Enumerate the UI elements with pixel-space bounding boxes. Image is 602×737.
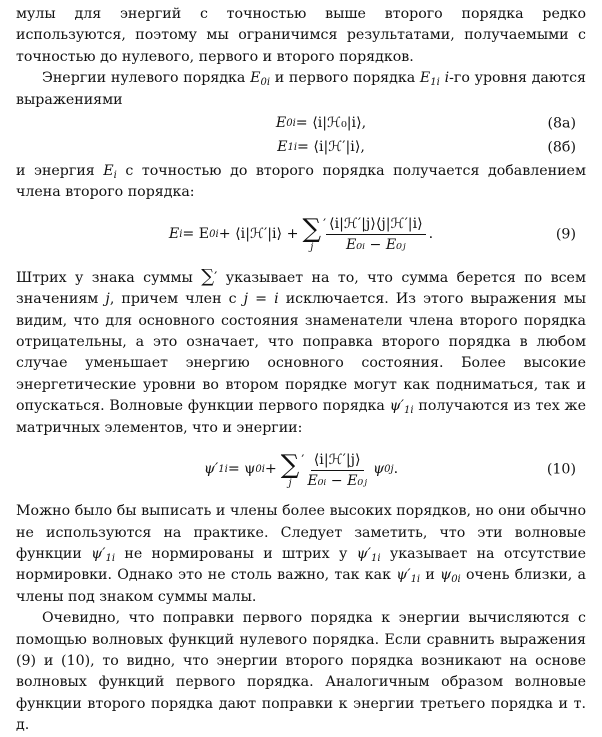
equation-number: (8a) (547, 115, 576, 132)
fraction: $\frac{\text{⟨i|ℋ′|j⟩⟨j|ℋ′|i⟩}}{\text{E₀ᵢ − E₀ⱼ}}$ (326, 215, 426, 254)
text: Энергии нулевого порядка (42, 70, 251, 87)
equation-number: (9) (555, 226, 576, 243)
paragraph-1: мулы для энергий с точностью выше второго порядка редко используются, поэтому мы ограничимся результатами, получаемыми с точностью до нулевого, первого и второго порядков. (16, 6, 586, 65)
paragraph-2 (16, 68, 586, 111)
paragraph-6: Очевидно, что поправки первого порядка к энергии вычисляются с помощью волновых функций нулевого порядка. Если сравнить выражения (9) и (10), то видно, что энергии второго порядка возникают на основе волновых функций первого порядка. Аналогичным образом волновые функции второго порядка дают поправки к энергии третьего порядка и т. д. (16, 610, 586, 734)
sum-sign: ∑ ′ j (302, 214, 327, 254)
symbol-E1i: $E_{1i}$ (419, 70, 440, 89)
symbol-i: i (444, 70, 450, 87)
paragraph-4: Штрих у знака суммы ∑′ указывает на то, что сумма берется по всем значениям j, причем член с j = i исключается. Из этого выражения мы видим, что для основного состояния знаменатели члена второго порядка отрицательны, а это означает, что поправка второго порядка в любом случае уменьшает энергию основного состояния. Более высокие энергетические уровни во втором порядке могут как подниматься, так и опускаться. Волновые функции первого порядка $\psi'_{1i}$ получаются из тех же матричных элементов, что и энергии: (16, 265, 586, 436)
fraction: $\frac{\text{⟨i|ℋ′|j⟩}}{\text{E₀ᵢ − E₀ⱼ}}$ (307, 451, 367, 489)
sum-sign: ∑ ′ j (280, 449, 305, 489)
symbol-Ei: $E_i$ (103, 163, 117, 182)
equation-8b: E 1i = ⟨i|ℋ′|i⟩, (8б) (16, 137, 586, 159)
paragraph-5: Можно было бы выписать и члены более высоких порядков, но они обычно не используются на практике. Следует заметить, что эти волновые функции $\psi'_{1i}$ не нормированы и штрих у $\psi'_{1i}$ указывает на отсутствие нормировки. Однако это не столь важно, так как $\psi'_{1i}$ и $\psi_{0i}$ очень близки, а члены под знаком суммы малы. (16, 503, 586, 605)
equation-8a: E 0i = ⟨i|ℋ₀|i⟩, (8a) (16, 113, 586, 135)
symbol-E0i: $E_{0i}$ (250, 70, 271, 89)
equation-number: (8б) (547, 139, 576, 156)
equation-10: ψ′ 1i = ψ 0i + ∑ ′ j $\frac{\text{⟨i|ℋ′|j⟩}}{\text{E₀ᵢ − E₀ⱼ}}$ ψ 0j . (10) (203, 449, 576, 489)
equation-number: (10) (546, 461, 576, 478)
equation-9: E i = E 0i + ⟨i|ℋ′|i⟩ + ∑ ′ j $\frac{\text{⟨i|ℋ′|j⟩⟨j|ℋ′|i⟩}}{\text{E₀ᵢ − E₀ⱼ}}$ . (9) (168, 214, 576, 254)
symbol-psi1i: $\psi'_{1i}$ (389, 398, 414, 417)
text: и первого порядка (270, 70, 420, 87)
text: -го уровня даются выражениями (16, 70, 586, 108)
paragraph-3: и энергия $E_i$ с точностью до второго порядка получается добавлением члена второго порядка: (16, 163, 586, 201)
